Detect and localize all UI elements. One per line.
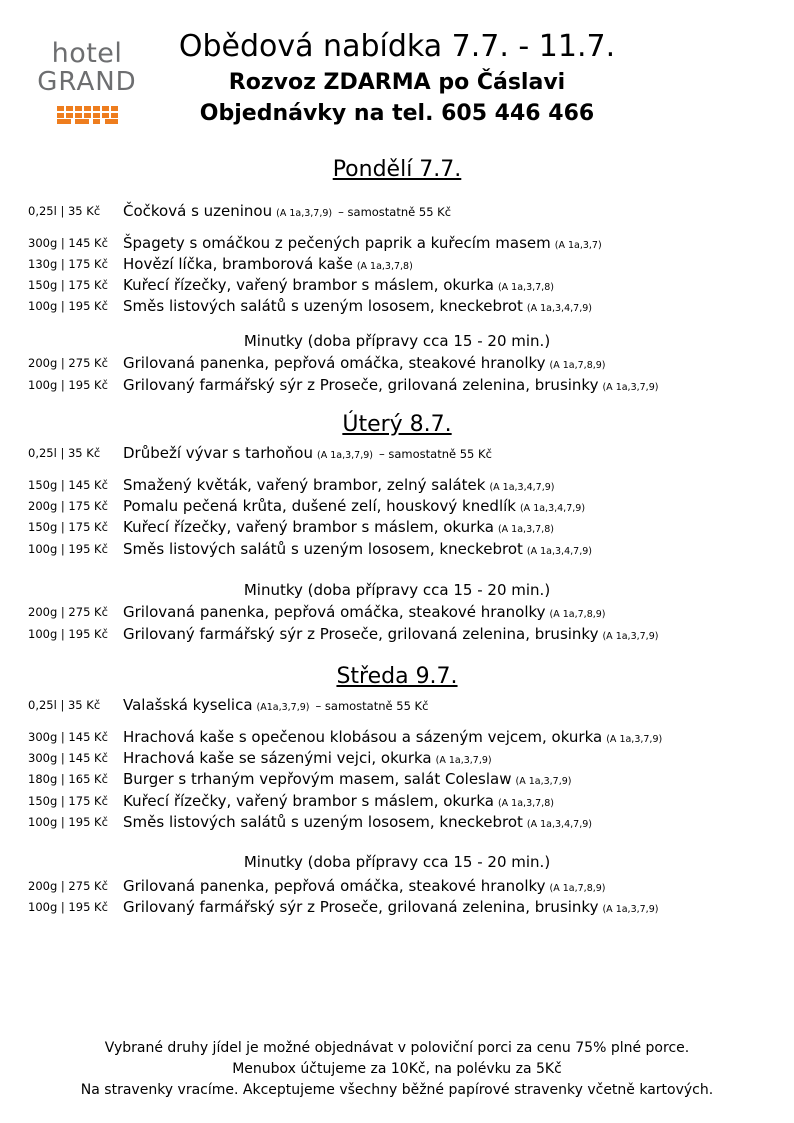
item-name: Grilovaný farmářský sýr z Proseče, grilovaná zelenina, brusinky (A 1a,3,7,9) <box>123 898 659 916</box>
item-name: Špagety s omáčkou z pečených paprik a kuřecím masem (A 1a,3,7) <box>123 234 602 252</box>
item-price: 150g | 175 Kč <box>28 278 108 292</box>
allergens: (A 1a,3,7,9) <box>602 631 659 642</box>
item-name: Grilovaná panenka, pepřová omáčka, steakové hranolky (A 1a,7,8,9) <box>123 354 606 372</box>
allergens: (A 1a,3,7,9) <box>435 755 492 766</box>
item-price: 150g | 145 Kč <box>28 478 108 492</box>
item-name: Hrachová kaše s opečenou klobásou a sázeným vejcem, okurka (A 1a,3,7,9) <box>123 728 663 746</box>
item-price: 0,25l | 35 Kč <box>28 446 101 460</box>
allergens: (A 1a,3,7,9) <box>602 382 659 393</box>
allergens: (A 1a,3,7,9) <box>606 734 663 745</box>
item-name: Grilovaný farmářský sýr z Proseče, grilovaná zelenina, brusinky (A 1a,3,7,9) <box>123 376 659 394</box>
footer-notes <box>0 1038 794 1101</box>
logo-text-grand: GRAND <box>37 67 137 97</box>
item-price: 100g | 195 Kč <box>28 299 108 313</box>
allergens: (A 1a,3,7,9) <box>515 776 572 787</box>
item-price: 100g | 195 Kč <box>28 542 108 556</box>
item-price: 100g | 195 Kč <box>28 815 108 829</box>
allergens: (A 1a,3,7,9) <box>276 208 333 219</box>
item-name: Grilovaná panenka, pepřová omáčka, steakové hranolky (A 1a,7,8,9) <box>123 877 606 895</box>
day-heading-monday: Pondělí 7.7. <box>332 157 462 182</box>
allergens: (A 1a,3,7,9) <box>602 904 659 915</box>
item-name: Kuřecí řízečky, vařený brambor s máslem, okurka (A 1a,3,7,8) <box>123 518 554 536</box>
allergens: (A 1a,3,4,7,9) <box>526 546 592 557</box>
minutky-heading: Minutky (doba přípravy cca 15 - 20 min.) <box>243 581 551 599</box>
item-name: Valašská kyselica (A1a,3,7,9) – samostatně 55 Kč <box>123 696 429 714</box>
item-name: Hovězí líčka, bramborová kaše (A 1a,3,7,8) <box>123 255 413 273</box>
delivery-info: Rozvoz ZDARMA po Čáslavi <box>228 70 566 95</box>
item-name: Grilovaný farmářský sýr z Proseče, grilovaná zelenina, brusinky (A 1a,3,7,9) <box>123 625 659 643</box>
footer-menubox: Menubox účtujeme za 10Kč, na polévku za 5Kč <box>232 1061 562 1077</box>
item-price: 150g | 175 Kč <box>28 520 108 534</box>
allergens: (A 1a,3,7,8) <box>497 282 554 293</box>
footer-half-portion: Vybrané druhy jídel je možné objednávat v poloviční porci za cenu 75% plné porce. <box>104 1040 690 1056</box>
order-phone: Objednávky na tel. 605 446 466 <box>199 101 595 126</box>
soup-note: – samostatně 55 Kč <box>378 447 492 461</box>
item-price: 130g | 175 Kč <box>28 257 108 271</box>
item-name: Směs listových salátů s uzeným lososem, kneckebrot (A 1a,3,4,7,9) <box>123 813 592 831</box>
allergens: (A 1a,7,8,9) <box>549 883 606 894</box>
item-price: 150g | 175 Kč <box>28 794 108 808</box>
item-name: Kuřecí řízečky, vařený brambor s máslem, okurka (A 1a,3,7,8) <box>123 792 554 810</box>
soup-note: – samostatně 55 Kč <box>315 699 429 713</box>
item-price: 300g | 145 Kč <box>28 236 108 250</box>
item-price: 200g | 275 Kč <box>28 605 108 619</box>
item-name: Kuřecí řízečky, vařený brambor s máslem, okurka (A 1a,3,7,8) <box>123 276 554 294</box>
allergens: (A 1a,7,8,9) <box>549 360 606 371</box>
item-price: 200g | 175 Kč <box>28 499 108 513</box>
item-name: Grilovaná panenka, pepřová omáčka, steakové hranolky (A 1a,7,8,9) <box>123 603 606 621</box>
item-name: Hrachová kaše se sázenými vejci, okurka (A 1a,3,7,9) <box>123 749 492 767</box>
item-price: 0,25l | 35 Kč <box>28 698 101 712</box>
item-name: Směs listových salátů s uzeným lososem, kneckebrot (A 1a,3,4,7,9) <box>123 297 592 315</box>
allergens: (A 1a,3,4,7,9) <box>526 819 592 830</box>
item-name: Burger s trhaným vepřovým masem, salát Coleslaw (A 1a,3,7,9) <box>123 770 572 788</box>
logo-text-hotel: hotel <box>51 38 123 69</box>
item-price: 100g | 195 Kč <box>28 900 108 914</box>
item-name: Drůbeží vývar s tarhoňou (A 1a,3,7,9) – samostatně 55 Kč <box>123 444 492 462</box>
minutky-heading: Minutky (doba přípravy cca 15 - 20 min.) <box>243 853 551 871</box>
allergens: (A 1a,3,4,7,9) <box>519 503 586 514</box>
item-name: Čočková s uzeninou (A 1a,3,7,9) – samostatně 55 Kč <box>123 202 452 220</box>
allergens: (A 1a,3,7,8) <box>356 261 413 272</box>
item-price: 200g | 275 Kč <box>28 879 108 893</box>
item-price: 200g | 275 Kč <box>28 356 108 370</box>
allergens: (A 1a,3,4,7,9) <box>489 482 555 493</box>
allergens: (A1a,3,7,9) <box>256 702 310 713</box>
footer-vouchers: Na stravenky vracíme. Akceptujeme všechny běžné papírové stravenky včetně kartových. <box>80 1082 714 1098</box>
allergens: (A 1a,3,7,9) <box>316 450 373 461</box>
soup-note: – samostatně 55 Kč <box>338 205 452 219</box>
item-price: 180g | 165 Kč <box>28 772 108 786</box>
item-price: 300g | 145 Kč <box>28 751 108 765</box>
item-name: Pomalu pečená krůta, dušené zelí, houskový knedlík (A 1a,3,4,7,9) <box>123 497 586 515</box>
menu-title: Obědová nabídka 7.7. - 11.7. <box>178 29 616 64</box>
item-name: Smažený květák, vařený brambor, zelný salátek (A 1a,3,4,7,9) <box>123 476 555 494</box>
day-heading-wednesday: Středa 9.7. <box>336 664 458 689</box>
allergens: (A 1a,3,7) <box>554 240 602 251</box>
item-price: 100g | 195 Kč <box>28 627 108 641</box>
allergens: (A 1a,3,7,8) <box>497 798 554 809</box>
item-price: 300g | 145 Kč <box>28 730 108 744</box>
item-name: Směs listových salátů s uzeným lososem, kneckebrot (A 1a,3,4,7,9) <box>123 540 592 558</box>
item-price: 0,25l | 35 Kč <box>28 204 101 218</box>
item-price: 100g | 195 Kč <box>28 378 108 392</box>
allergens: (A 1a,7,8,9) <box>549 609 606 620</box>
allergens: (A 1a,3,4,7,9) <box>526 303 592 314</box>
day-heading-tuesday: Úterý 8.7. <box>342 412 452 437</box>
minutky-heading: Minutky (doba přípravy cca 15 - 20 min.) <box>243 332 551 350</box>
allergens: (A 1a,3,7,8) <box>497 524 554 535</box>
